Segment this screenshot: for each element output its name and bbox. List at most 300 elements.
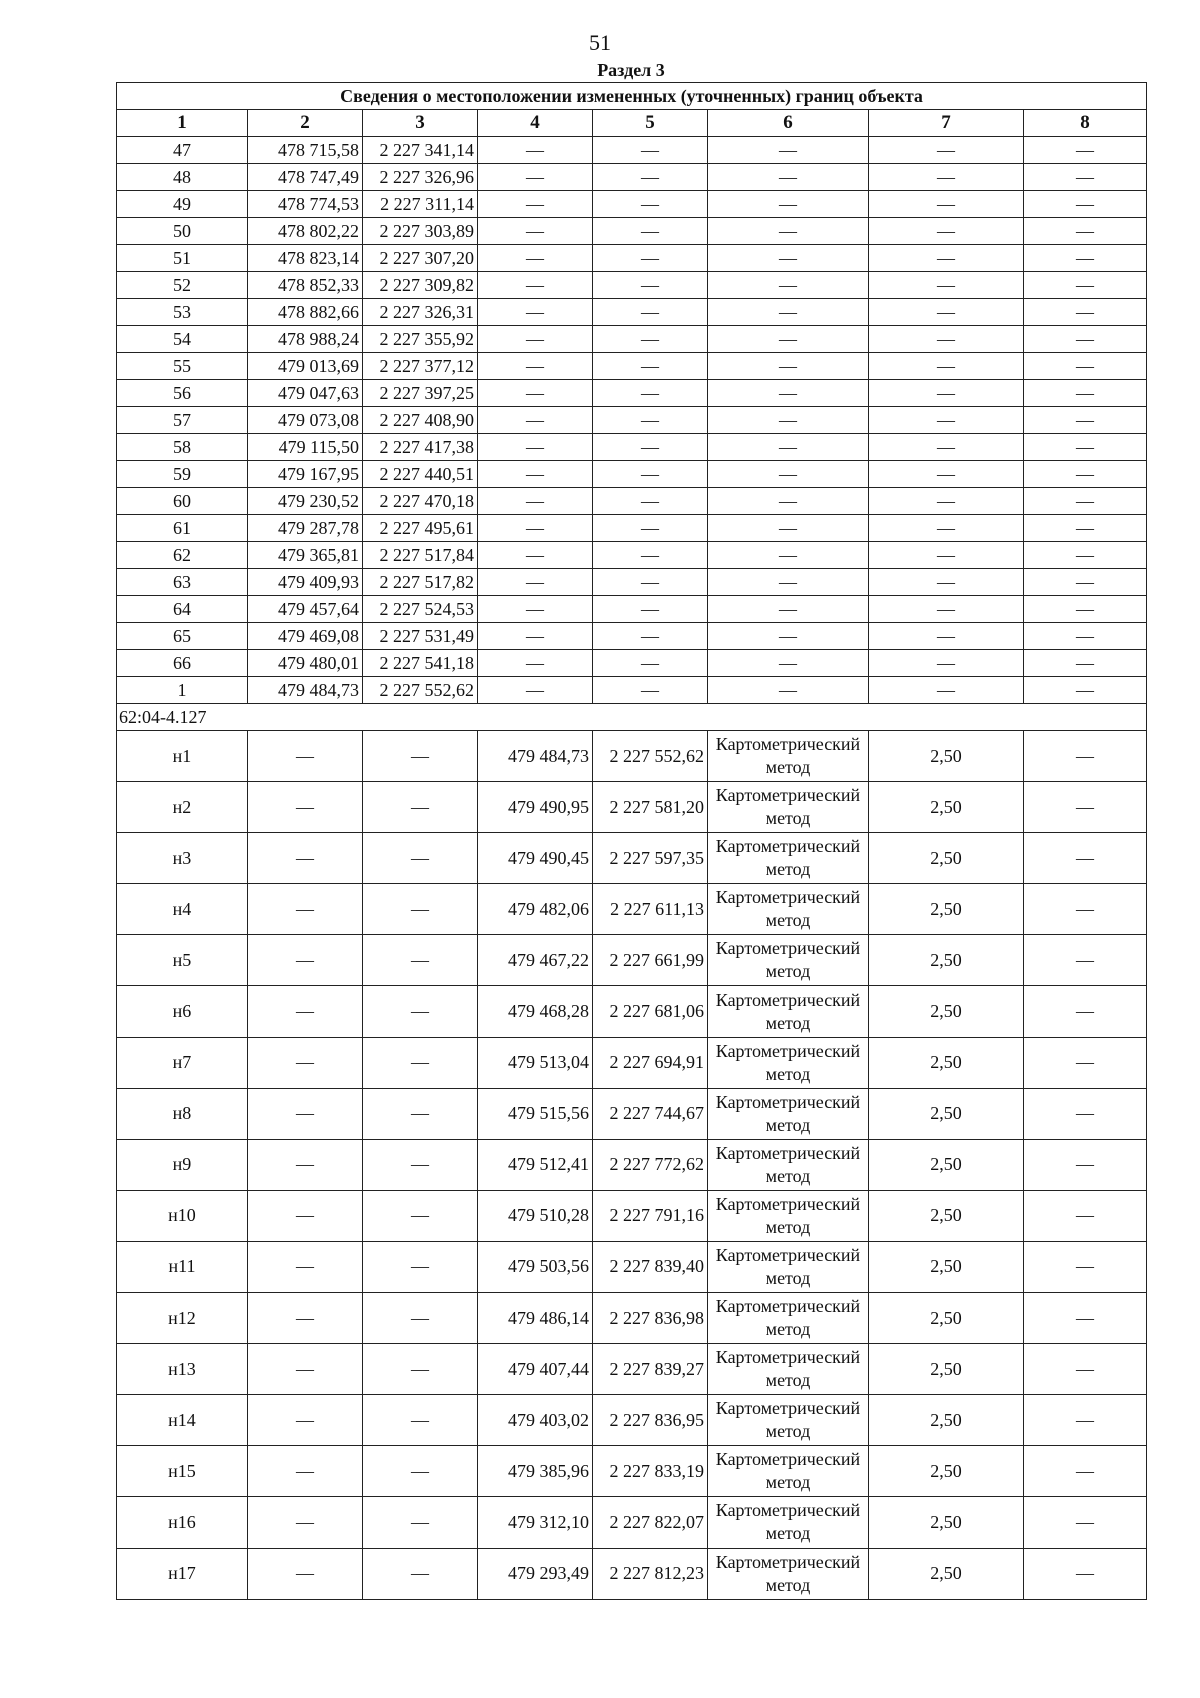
empty-dash: — (248, 1241, 363, 1292)
empty-dash: — (1024, 137, 1147, 164)
empty-dash: — (363, 1190, 478, 1241)
empty-dash: — (869, 542, 1024, 569)
accuracy-value: 2,50 (869, 1139, 1024, 1190)
empty-dash: — (708, 218, 869, 245)
determination-method: Картометрический метод (708, 1139, 869, 1190)
coord-y: 2 227 744,67 (593, 1088, 708, 1139)
empty-dash: — (708, 569, 869, 596)
point-number: 52 (117, 272, 248, 299)
table-row (117, 272, 1147, 299)
empty-dash: — (363, 986, 478, 1037)
empty-dash: — (478, 623, 593, 650)
empty-dash: — (1024, 191, 1147, 218)
point-number: н11 (117, 1241, 248, 1292)
coord-y: 2 227 552,62 (363, 677, 478, 704)
empty-dash: — (593, 677, 708, 704)
empty-dash: — (593, 515, 708, 542)
empty-dash: — (1024, 1037, 1147, 1088)
empty-dash: — (1024, 542, 1147, 569)
empty-dash: — (1024, 731, 1147, 782)
empty-dash: — (869, 326, 1024, 353)
determination-method: Картометрический метод (708, 935, 869, 986)
empty-dash: — (1024, 218, 1147, 245)
point-number: 57 (117, 407, 248, 434)
coord-y: 2 227 839,27 (593, 1344, 708, 1395)
empty-dash: — (869, 569, 1024, 596)
column-header: 5 (593, 110, 708, 137)
point-number: 65 (117, 623, 248, 650)
point-number: н15 (117, 1446, 248, 1497)
empty-dash: — (708, 191, 869, 218)
empty-dash: — (593, 569, 708, 596)
coord-y: 2 227 611,13 (593, 884, 708, 935)
coord-y: 2 227 812,23 (593, 1548, 708, 1599)
empty-dash: — (478, 488, 593, 515)
empty-dash: — (478, 515, 593, 542)
empty-dash: — (708, 434, 869, 461)
point-number: 66 (117, 650, 248, 677)
empty-dash: — (248, 884, 363, 935)
coord-y: 2 227 531,49 (363, 623, 478, 650)
table-row (117, 1293, 1147, 1344)
table-title-row (117, 83, 1147, 110)
coord-x: 479 230,52 (248, 488, 363, 515)
empty-dash: — (593, 272, 708, 299)
empty-dash: — (869, 164, 1024, 191)
table-row (117, 731, 1147, 782)
table-row (117, 623, 1147, 650)
coord-x: 479 167,95 (248, 461, 363, 488)
accuracy-value: 2,50 (869, 1497, 1024, 1548)
point-number: 63 (117, 569, 248, 596)
empty-dash: — (478, 434, 593, 461)
empty-dash: — (248, 1190, 363, 1241)
accuracy-value: 2,50 (869, 1241, 1024, 1292)
column-header-row (117, 110, 1147, 137)
empty-dash: — (478, 677, 593, 704)
empty-dash: — (1024, 272, 1147, 299)
coord-x: 479 490,95 (478, 782, 593, 833)
empty-dash: — (869, 515, 1024, 542)
coord-x: 479 457,64 (248, 596, 363, 623)
table-row (117, 1344, 1147, 1395)
page-number: 51 (589, 30, 611, 55)
table-row (117, 935, 1147, 986)
determination-method: Картометрический метод (708, 1293, 869, 1344)
accuracy-value: 2,50 (869, 731, 1024, 782)
coord-x: 478 802,22 (248, 218, 363, 245)
point-number: н6 (117, 986, 248, 1037)
empty-dash: — (708, 515, 869, 542)
point-number: 56 (117, 380, 248, 407)
empty-dash: — (1024, 1344, 1147, 1395)
empty-dash: — (1024, 650, 1147, 677)
point-number: н12 (117, 1293, 248, 1344)
determination-method: Картометрический метод (708, 1548, 869, 1599)
coord-y: 2 227 791,16 (593, 1190, 708, 1241)
accuracy-value: 2,50 (869, 1446, 1024, 1497)
table-row (117, 245, 1147, 272)
boundary-table-container (116, 82, 1147, 1600)
empty-dash: — (1024, 380, 1147, 407)
coord-x: 479 312,10 (478, 1497, 593, 1548)
coord-x: 479 482,06 (478, 884, 593, 935)
table-row (117, 191, 1147, 218)
coord-x: 479 468,28 (478, 986, 593, 1037)
column-header: 8 (1024, 110, 1147, 137)
coord-y: 2 227 694,91 (593, 1037, 708, 1088)
empty-dash: — (1024, 407, 1147, 434)
empty-dash: — (478, 380, 593, 407)
coord-y: 2 227 581,20 (593, 782, 708, 833)
coord-x: 478 715,58 (248, 137, 363, 164)
table-row (117, 650, 1147, 677)
table-row (117, 299, 1147, 326)
empty-dash: — (1024, 569, 1147, 596)
empty-dash: — (1024, 1241, 1147, 1292)
section-title: Раздел 3 (597, 60, 665, 80)
coord-y: 2 227 309,82 (363, 272, 478, 299)
accuracy-value: 2,50 (869, 1344, 1024, 1395)
empty-dash: — (248, 731, 363, 782)
table-row (117, 488, 1147, 515)
empty-dash: — (1024, 1497, 1147, 1548)
empty-dash: — (1024, 884, 1147, 935)
point-number: 60 (117, 488, 248, 515)
empty-dash: — (869, 434, 1024, 461)
empty-dash: — (1024, 1088, 1147, 1139)
determination-method: Картометрический метод (708, 1190, 869, 1241)
accuracy-value: 2,50 (869, 935, 1024, 986)
coord-x: 479 385,96 (478, 1446, 593, 1497)
empty-dash: — (593, 407, 708, 434)
empty-dash: — (869, 299, 1024, 326)
empty-dash: — (708, 164, 869, 191)
table-row (117, 164, 1147, 191)
empty-dash: — (593, 488, 708, 515)
empty-dash: — (478, 272, 593, 299)
point-number: н16 (117, 1497, 248, 1548)
coord-y: 2 227 303,89 (363, 218, 478, 245)
coord-x: 479 073,08 (248, 407, 363, 434)
table-row (117, 380, 1147, 407)
column-header: 3 (363, 110, 478, 137)
empty-dash: — (363, 884, 478, 935)
point-number: н10 (117, 1190, 248, 1241)
coord-x: 479 486,14 (478, 1293, 593, 1344)
point-number: н4 (117, 884, 248, 935)
accuracy-value: 2,50 (869, 884, 1024, 935)
table-row (117, 542, 1147, 569)
column-header: 4 (478, 110, 593, 137)
empty-dash: — (593, 245, 708, 272)
coord-y: 2 227 517,84 (363, 542, 478, 569)
table-row (117, 596, 1147, 623)
point-number: н17 (117, 1548, 248, 1599)
coord-x: 478 882,66 (248, 299, 363, 326)
table-row (117, 833, 1147, 884)
determination-method: Картометрический метод (708, 782, 869, 833)
empty-dash: — (248, 1293, 363, 1344)
empty-dash: — (1024, 353, 1147, 380)
coord-y: 2 227 408,90 (363, 407, 478, 434)
coord-x: 478 988,24 (248, 326, 363, 353)
coord-x: 479 484,73 (478, 731, 593, 782)
empty-dash: — (593, 434, 708, 461)
empty-dash: — (708, 137, 869, 164)
table-row (117, 407, 1147, 434)
coord-y: 2 227 326,31 (363, 299, 478, 326)
coord-y: 2 227 524,53 (363, 596, 478, 623)
point-number: 55 (117, 353, 248, 380)
coord-x: 479 013,69 (248, 353, 363, 380)
coord-y: 2 227 833,19 (593, 1446, 708, 1497)
empty-dash: — (478, 650, 593, 677)
coord-y: 2 227 541,18 (363, 650, 478, 677)
point-number: н1 (117, 731, 248, 782)
coord-x: 479 510,28 (478, 1190, 593, 1241)
coord-y: 2 227 377,12 (363, 353, 478, 380)
empty-dash: — (869, 353, 1024, 380)
empty-dash: — (869, 623, 1024, 650)
empty-dash: — (248, 1037, 363, 1088)
empty-dash: — (1024, 935, 1147, 986)
empty-dash: — (708, 623, 869, 650)
accuracy-value: 2,50 (869, 1190, 1024, 1241)
empty-dash: — (708, 326, 869, 353)
empty-dash: — (363, 1344, 478, 1395)
column-header: 6 (708, 110, 869, 137)
empty-dash: — (478, 326, 593, 353)
coord-y: 2 227 597,35 (593, 833, 708, 884)
determination-method: Картометрический метод (708, 1497, 869, 1548)
point-number: 1 (117, 677, 248, 704)
empty-dash: — (248, 1344, 363, 1395)
empty-dash: — (248, 1088, 363, 1139)
empty-dash: — (869, 272, 1024, 299)
table-row (117, 353, 1147, 380)
empty-dash: — (593, 137, 708, 164)
empty-dash: — (708, 353, 869, 380)
empty-dash: — (478, 164, 593, 191)
empty-dash: — (1024, 1190, 1147, 1241)
coord-y: 2 227 326,96 (363, 164, 478, 191)
accuracy-value: 2,50 (869, 1088, 1024, 1139)
determination-method: Картометрический метод (708, 833, 869, 884)
determination-method: Картометрический метод (708, 1395, 869, 1446)
accuracy-value: 2,50 (869, 1395, 1024, 1446)
empty-dash: — (708, 677, 869, 704)
empty-dash: — (869, 137, 1024, 164)
table-row (117, 1241, 1147, 1292)
coord-y: 2 227 355,92 (363, 326, 478, 353)
point-number: н2 (117, 782, 248, 833)
point-number: 48 (117, 164, 248, 191)
empty-dash: — (708, 650, 869, 677)
empty-dash: — (478, 569, 593, 596)
accuracy-value: 2,50 (869, 833, 1024, 884)
coord-y: 2 227 836,98 (593, 1293, 708, 1344)
coord-x: 478 823,14 (248, 245, 363, 272)
empty-dash: — (1024, 1139, 1147, 1190)
empty-dash: — (1024, 623, 1147, 650)
empty-dash: — (1024, 986, 1147, 1037)
empty-dash: — (593, 380, 708, 407)
determination-method: Картометрический метод (708, 986, 869, 1037)
empty-dash: — (1024, 434, 1147, 461)
empty-dash: — (593, 218, 708, 245)
empty-dash: — (248, 1446, 363, 1497)
table-row (117, 677, 1147, 704)
empty-dash: — (869, 650, 1024, 677)
coord-y: 2 227 311,14 (363, 191, 478, 218)
empty-dash: — (593, 164, 708, 191)
table-row (117, 218, 1147, 245)
table-row (117, 1037, 1147, 1088)
determination-method: Картометрический метод (708, 1241, 869, 1292)
table-row (117, 515, 1147, 542)
coord-y: 2 227 836,95 (593, 1395, 708, 1446)
coord-y: 2 227 341,14 (363, 137, 478, 164)
point-number: н9 (117, 1139, 248, 1190)
accuracy-value: 2,50 (869, 1548, 1024, 1599)
coord-x: 479 287,78 (248, 515, 363, 542)
point-number: 50 (117, 218, 248, 245)
empty-dash: — (363, 833, 478, 884)
empty-dash: — (869, 677, 1024, 704)
accuracy-value: 2,50 (869, 1293, 1024, 1344)
empty-dash: — (478, 299, 593, 326)
empty-dash: — (478, 137, 593, 164)
table-row (117, 137, 1147, 164)
empty-dash: — (593, 596, 708, 623)
empty-dash: — (708, 461, 869, 488)
empty-dash: — (869, 245, 1024, 272)
empty-dash: — (1024, 488, 1147, 515)
coord-x: 479 515,56 (478, 1088, 593, 1139)
coord-y: 2 227 470,18 (363, 488, 478, 515)
boundary-coordinates-table (116, 82, 1147, 1600)
determination-method: Картометрический метод (708, 1088, 869, 1139)
coord-y: 2 227 839,40 (593, 1241, 708, 1292)
coord-x: 479 484,73 (248, 677, 363, 704)
empty-dash: — (869, 488, 1024, 515)
empty-dash: — (593, 326, 708, 353)
point-number: н8 (117, 1088, 248, 1139)
empty-dash: — (363, 731, 478, 782)
empty-dash: — (478, 596, 593, 623)
empty-dash: — (363, 1293, 478, 1344)
point-number: н5 (117, 935, 248, 986)
coord-x: 479 409,93 (248, 569, 363, 596)
empty-dash: — (708, 380, 869, 407)
empty-dash: — (1024, 1548, 1147, 1599)
accuracy-value: 2,50 (869, 782, 1024, 833)
point-number: н13 (117, 1344, 248, 1395)
coord-x: 479 403,02 (478, 1395, 593, 1446)
empty-dash: — (708, 272, 869, 299)
determination-method: Картометрический метод (708, 731, 869, 782)
coord-y: 2 227 661,99 (593, 935, 708, 986)
empty-dash: — (708, 488, 869, 515)
empty-dash: — (248, 1139, 363, 1190)
empty-dash: — (248, 986, 363, 1037)
empty-dash: — (363, 782, 478, 833)
column-header: 7 (869, 110, 1024, 137)
empty-dash: — (1024, 1293, 1147, 1344)
determination-method: Картометрический метод (708, 1344, 869, 1395)
coord-x: 479 293,49 (478, 1548, 593, 1599)
point-number: 64 (117, 596, 248, 623)
column-header: 1 (117, 110, 248, 137)
table-row (117, 326, 1147, 353)
empty-dash: — (363, 1139, 478, 1190)
empty-dash: — (1024, 245, 1147, 272)
coord-x: 478 852,33 (248, 272, 363, 299)
empty-dash: — (593, 623, 708, 650)
empty-dash: — (593, 542, 708, 569)
empty-dash: — (708, 407, 869, 434)
empty-dash: — (869, 218, 1024, 245)
empty-dash: — (363, 1446, 478, 1497)
empty-dash: — (1024, 1446, 1147, 1497)
empty-dash: — (1024, 1395, 1147, 1446)
empty-dash: — (478, 191, 593, 218)
coord-y: 2 227 307,20 (363, 245, 478, 272)
point-number: 59 (117, 461, 248, 488)
coord-y: 2 227 397,25 (363, 380, 478, 407)
table-row (117, 1395, 1147, 1446)
empty-dash: — (1024, 164, 1147, 191)
empty-dash: — (478, 407, 593, 434)
coord-y: 2 227 417,38 (363, 434, 478, 461)
point-number: н7 (117, 1037, 248, 1088)
coord-x: 478 747,49 (248, 164, 363, 191)
empty-dash: — (869, 596, 1024, 623)
coord-x: 478 774,53 (248, 191, 363, 218)
determination-method: Картометрический метод (708, 1037, 869, 1088)
table-row (117, 986, 1147, 1037)
table-row (117, 569, 1147, 596)
coord-x: 479 490,45 (478, 833, 593, 884)
empty-dash: — (248, 782, 363, 833)
empty-dash: — (1024, 515, 1147, 542)
point-number: 51 (117, 245, 248, 272)
point-number: н14 (117, 1395, 248, 1446)
table-row (117, 1548, 1147, 1599)
coord-x: 479 513,04 (478, 1037, 593, 1088)
coord-x: 479 467,22 (478, 935, 593, 986)
empty-dash: — (708, 299, 869, 326)
point-number: 49 (117, 191, 248, 218)
point-number: 53 (117, 299, 248, 326)
coord-x: 479 047,63 (248, 380, 363, 407)
table-title: Сведения о местоположении измененных (уточненных) границ объекта (117, 83, 1147, 110)
parcel-number: 62:04-4.127 (117, 704, 1147, 731)
empty-dash: — (1024, 782, 1147, 833)
accuracy-value: 2,50 (869, 1037, 1024, 1088)
empty-dash: — (593, 353, 708, 380)
empty-dash: — (248, 833, 363, 884)
table-row (117, 1190, 1147, 1241)
column-header: 2 (248, 110, 363, 137)
point-number: н3 (117, 833, 248, 884)
empty-dash: — (363, 1395, 478, 1446)
empty-dash: — (248, 935, 363, 986)
empty-dash: — (708, 245, 869, 272)
empty-dash: — (869, 461, 1024, 488)
coord-x: 479 469,08 (248, 623, 363, 650)
